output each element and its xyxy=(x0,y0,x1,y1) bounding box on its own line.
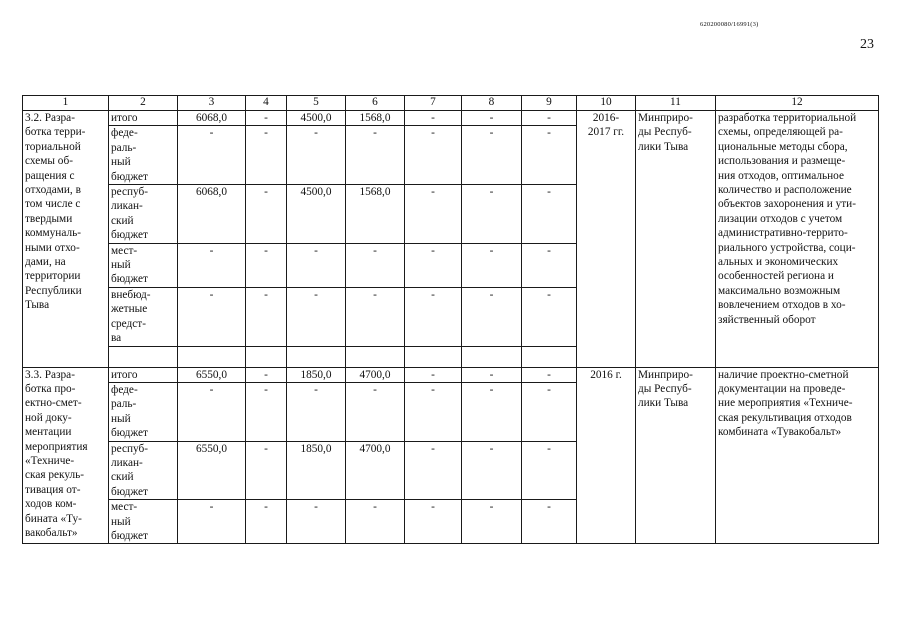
amount-cell: - xyxy=(246,382,287,441)
amount-cell: - xyxy=(287,382,346,441)
amount-cell: 6068,0 xyxy=(178,185,246,244)
amount-cell: - xyxy=(246,243,287,287)
amount-cell: - xyxy=(178,287,246,346)
amount-cell: - xyxy=(287,243,346,287)
amount-cell: 4500,0 xyxy=(287,185,346,244)
amount-cell: - xyxy=(405,441,462,500)
amount-cell: 6550,0 xyxy=(178,367,246,382)
empty-cell xyxy=(178,346,246,367)
amount-cell: - xyxy=(522,367,577,382)
amount-cell: - xyxy=(287,500,346,544)
amount-cell: - xyxy=(405,382,462,441)
amount-cell: - xyxy=(346,126,405,185)
amount-cell: - xyxy=(405,287,462,346)
amount-cell: 6068,0 xyxy=(178,111,246,126)
responsible-executor: Минприро- ды Респуб- лики Тыва xyxy=(636,111,716,368)
amount-cell: - xyxy=(405,185,462,244)
funding-source: респуб- ликан- ский бюджет xyxy=(109,185,178,244)
amount-cell: 6550,0 xyxy=(178,441,246,500)
column-header: 5 xyxy=(287,96,346,111)
amount-cell: 4700,0 xyxy=(346,441,405,500)
amount-cell: - xyxy=(462,500,522,544)
table-row xyxy=(23,367,879,382)
amount-cell: - xyxy=(346,382,405,441)
amount-cell: - xyxy=(178,243,246,287)
amount-cell: - xyxy=(462,441,522,500)
implementation-period: 2016 г. xyxy=(577,367,636,544)
implementation-period: 2016- 2017 гг. xyxy=(577,111,636,368)
column-header: 2 xyxy=(109,96,178,111)
empty-cell xyxy=(462,346,522,367)
header-row xyxy=(23,96,879,111)
amount-cell: 4700,0 xyxy=(346,367,405,382)
amount-cell: - xyxy=(405,367,462,382)
empty-cell xyxy=(405,346,462,367)
amount-cell: - xyxy=(522,126,577,185)
empty-cell xyxy=(346,346,405,367)
funding-source: итого xyxy=(109,111,178,126)
amount-cell: - xyxy=(462,111,522,126)
amount-cell: - xyxy=(462,367,522,382)
amount-cell: - xyxy=(462,126,522,185)
amount-cell: - xyxy=(287,287,346,346)
column-header: 9 xyxy=(522,96,577,111)
amount-cell: 1850,0 xyxy=(287,367,346,382)
amount-cell: - xyxy=(405,126,462,185)
empty-cell xyxy=(522,346,577,367)
amount-cell: - xyxy=(246,126,287,185)
amount-cell: - xyxy=(346,243,405,287)
column-header: 8 xyxy=(462,96,522,111)
funding-source: мест- ный бюджет xyxy=(109,500,178,544)
amount-cell: - xyxy=(246,111,287,126)
funding-source: мест- ный бюджет xyxy=(109,243,178,287)
funding-source: феде- раль- ный бюджет xyxy=(109,126,178,185)
amount-cell: - xyxy=(246,185,287,244)
amount-cell: - xyxy=(462,243,522,287)
amount-cell: - xyxy=(346,500,405,544)
responsible-executor: Минприро- ды Респуб- лики Тыва xyxy=(636,367,716,544)
amount-cell: - xyxy=(522,287,577,346)
table-row xyxy=(23,111,879,126)
column-header: 11 xyxy=(636,96,716,111)
amount-cell: - xyxy=(178,382,246,441)
amount-cell: - xyxy=(246,287,287,346)
amount-cell: 1568,0 xyxy=(346,111,405,126)
column-header: 10 xyxy=(577,96,636,111)
amount-cell: - xyxy=(522,185,577,244)
funding-source: феде- раль- ный бюджет xyxy=(109,382,178,441)
column-header: 3 xyxy=(178,96,246,111)
measure-name: 3.3. Разра- ботка про- ектно-смет- ной доку- ментации мероприятия «Техниче- ская рекуль- тивация от- ходов ком- бината «Ту- вакобальт» xyxy=(23,367,109,544)
measure-name: 3.2. Разра- ботка терри- ториальной схемы об- ращения с отходами, в том числе с твердыми коммуналь- ными отхо- дами, на территории Республики Тыва xyxy=(23,111,109,368)
amount-cell: 1850,0 xyxy=(287,441,346,500)
amount-cell: - xyxy=(522,441,577,500)
amount-cell: - xyxy=(246,441,287,500)
amount-cell: - xyxy=(178,500,246,544)
column-header: 12 xyxy=(716,96,879,111)
page-number: 23 xyxy=(860,37,874,52)
column-header: 4 xyxy=(246,96,287,111)
amount-cell: - xyxy=(522,243,577,287)
funding-source: итого xyxy=(109,367,178,382)
amount-cell: - xyxy=(462,382,522,441)
amount-cell: - xyxy=(405,111,462,126)
column-header: 1 xyxy=(23,96,109,111)
empty-cell xyxy=(287,346,346,367)
empty-cell xyxy=(246,346,287,367)
budget-table xyxy=(22,95,879,544)
amount-cell: - xyxy=(462,287,522,346)
amount-cell: - xyxy=(246,367,287,382)
amount-cell: - xyxy=(178,126,246,185)
amount-cell: - xyxy=(522,111,577,126)
funding-source: респуб- ликан- ский бюджет xyxy=(109,441,178,500)
funding-source: внебюд- жетные средст- ва xyxy=(109,287,178,346)
document-number: 620200080/16991(3) xyxy=(700,21,759,28)
column-header: 7 xyxy=(405,96,462,111)
amount-cell: - xyxy=(246,500,287,544)
amount-cell: 1568,0 xyxy=(346,185,405,244)
amount-cell: - xyxy=(287,126,346,185)
amount-cell: - xyxy=(346,287,405,346)
amount-cell: - xyxy=(405,243,462,287)
amount-cell: - xyxy=(522,382,577,441)
amount-cell: - xyxy=(405,500,462,544)
expected-result: разработка территориальной схемы, определяющей ра- циональные методы сбора, использования и размеще- ния отходов, оптимальное количество и расположение объектов захоронения и ути- лизации отходов с учетом административно-террито- риального устройства, соци- альных и экономических особенностей региона и максимально возможным вовлечением отходов в хо- зяйственный оборот xyxy=(716,111,879,368)
amount-cell: - xyxy=(522,500,577,544)
empty-cell xyxy=(109,346,178,367)
amount-cell: 4500,0 xyxy=(287,111,346,126)
expected-result: наличие проектно-сметной документации на проведе- ние мероприятия «Техниче- ская рекультивация отходов комбината «Тувакобальт» xyxy=(716,367,879,544)
amount-cell: - xyxy=(462,185,522,244)
column-header: 6 xyxy=(346,96,405,111)
